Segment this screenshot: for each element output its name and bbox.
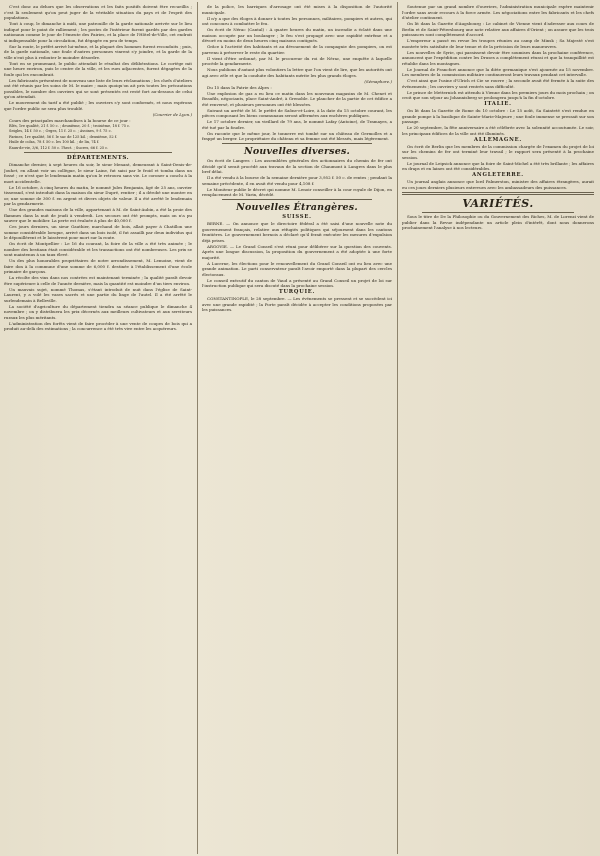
country-heading-turquie: TURQUIE.: [278, 289, 316, 295]
paragraph: Sous le titre de De la Philosophie ou du Gouvernement des Riches, M. de Lorenzi vient de publier dans la Revue indépendante un article plein d'intérêt, dont nous donnerons prochainement l'analyse à nos lecteurs.: [402, 214, 594, 230]
paragraph: Le 17 octobre dernier, un vieillard de 79 ans, le nommé Lafay (Antoine), de Tramayes, a été tué par la foudre.: [202, 119, 392, 130]
paragraph: Suivant un arrêté de M. le préfet de Saône-et-Loire, à la date du 15 octobre courant, les pièces composant les biens communaux seront affermées aux enchères publiques.: [202, 107, 392, 118]
column-rule: [397, 2, 398, 854]
paragraph: Il a été vendu à la bourse de la semaine dernière pour 3,952 f. 50 c. de rentes ; pendant la semaine précédente, il en avait été vendu pour 4,108 f.: [202, 175, 392, 186]
paragraph: Nous publions d'autant plus volontiers la lettre que l'on vient de lire, que les autorités ont agi avec zèle et que la conduite des habitants mérite les plus grands éloges.: [202, 67, 392, 78]
paragraph: L'administration des forêts vient de faire procéder à une vente de coupes de bois qui a produit au-delà des estimations ; la concurrence a été très vive entre les acquéreurs.: [4, 320, 192, 331]
paragraph: Le mouvement du tarif a été publié ; les ouvriers s'y sont conformés, et nous espérons que l'ordre public ne sera plus troublé.: [4, 100, 192, 111]
source-citation: (Sémaphore.): [364, 78, 392, 84]
paragraph: CONSTANTINOPLE, le 28 septembre. — Les événements se pressent et se succèdent ici avec une grande rapidité ; la Porte paraît décidée à accepter les conditions proposées par les puissances.: [202, 296, 392, 312]
country-heading-angleterre: ANGLETERRE.: [472, 172, 524, 178]
separator: [222, 143, 372, 144]
paragraph: BERNE. — On annonce que le directoire fédéral a été saisi d'une nouvelle note du gouvernement français, relative aux réfugiés politiques qui séjournent dans les cantons frontières. Le gouvernement bernois a déclaré qu'il ferait exécuter les mesures d'expulsion déjà prises.: [202, 221, 392, 243]
paragraph: La récolte des vins dans nos contrées est maintenant terminée ; la qualité paraît devoir être supérieure à celle de l'année dernière, mais la quantité est moindre d'un tiers environ.: [4, 275, 192, 286]
section-heading-nouvelles-diverses: Nouvelles diverses.: [243, 145, 351, 157]
paragraph: Le 20 septembre, la fête anniversaire a été célébrée avec la solennité accoutumée. Le soir, les principaux édifices de la ville ont été illuminés.: [402, 125, 594, 136]
source-citation: (Courrier de Lyon.): [152, 111, 192, 117]
price-line: Blés, 1re qualité, 21 f. 50 c. ; deuxième, 20 f. ; troisième, 18 f. 75 c.: [9, 123, 131, 128]
section-heading-departements: DÉPARTEMENTS.: [66, 154, 130, 161]
paragraph: ARGOVIE. — Le Grand Conseil s'est réuni pour délibérer sur la question des couvents. Après une longue discussion, la proposition du gouvernement a été adoptée à une forte majorité.: [202, 243, 392, 260]
column-rule: [197, 2, 198, 854]
paragraph: Un mauvais sujet, nommé Thomas, s'étant introduit de nuit dans l'église de Saint-Laurent, y a volé les vases sacrés et une partie du linge de l'autel. Il a été arrêté le surlendemain à Belleville.: [4, 286, 192, 303]
separator: [222, 199, 372, 200]
country-heading-allemagne: ALLEMAGNE.: [474, 136, 522, 143]
paragraph: Grâce à l'activité des habitants et au dévouement de la compagnie des pompiers, on est parvenu à préserver le reste du quartier.: [202, 44, 392, 55]
paragraph: Le Moniteur publie le décret qui nomme M. Lenoir conseiller à la cour royale de Dijon, en remplacement de M. Varin, décédé.: [202, 186, 392, 197]
paragraph: On lit dans la Gazette d'Augsbourg : Le cabinet de Vienne vient d'adresser aux cours de Berlin et de Saint-Pétersbourg une note relative aux affaires d'Orient ; on assure que les trois puissances sont complètement d'accord.: [402, 21, 594, 37]
paragraph: Il n'y a que des éloges à donner à toutes les personnes, militaires, pompiers et autres, qui ont concouru à combattre le feu.: [202, 15, 392, 26]
paragraph: On écrit de Langres : Les assemblées générales des actionnaires du chemin de fer ont décidé qu'il serait procédé aux travaux de la section de Chaumont à Langres dans le plus bref délai.: [202, 158, 392, 174]
paragraph: Il vient d'être ordonné, par M. le procureur du roi de Nérac, une enquête à laquelle procède la gendarmerie.: [202, 55, 392, 66]
paragraph: Le journal de Leipsick annonce que la foire de Saint-Michel a été très brillante ; les affaires en draps et en laines ont été considérables.: [402, 160, 594, 171]
paragraph: On écrit de Berlin que les membres de la commission chargée de l'examen du projet de loi sur les chemins de fer ont terminé leur travail ; le rapport sera présenté à la prochaine session.: [402, 143, 594, 160]
price-line: Huile de colza, 78 f. 50 c. les 100 kil. ; de lin, 74 f.: [9, 140, 100, 144]
price-line: Eaux-de-vie, 3/6, 112 f. 50 c. l'hect. ; Sucres, 66 f. 25 c.: [9, 145, 109, 150]
paragraph: Ces jours derniers, un sieur Gauthier, marchand de bois, allait payer à Chatillon une somme considérable lorsque, arrivé dans un bois isolé, il fut assailli par deux individus qui le dépouillèrent et le laissèrent pour mort sur la route.: [4, 224, 192, 240]
paragraph: Le 16 octobre, à cinq heures du matin, le nommé Jules Benjamin, âgé de 25 ans, ouvrier tisserand, s'est introduit dans la maison du sieur Dupré, rentier ; il a dérobé une montre en or, une somme de 300 f. en argent et divers objets de valeur. Il a été arrêté le lendemain par la gendarmerie.: [4, 184, 192, 206]
paragraph: C'est ainsi que l'usine d'Ulrich et Cie se rouvre ; la seconde avait été fermée à la suite des événements ; les ouvriers y sont rentrés sans difficulté.: [402, 78, 594, 89]
subheading: Du 15 dans la Patrie des Alpes :: [207, 84, 272, 90]
paragraph: Une des grandes maisons de la ville, appartenant à M. de Saint-Aubin, a été la proie des flammes dans la nuit de jeudi à vendredi. Les secours ont été prompts, mais on n'a pu sauver que le mobilier. La perte est évaluée à plus de 40,000 f.: [4, 207, 192, 223]
price-line: Farines, 1re qualité, 56 f. le sac de 125 kil. ; deuxième, 52 f.: [9, 134, 118, 139]
separator: [422, 212, 574, 213]
paragraph: On lit dans la Gazette de Rome du 10 octobre : Le 15 août, Sa Sainteté s'est rendue en grande pompe à la basilique de Sainte-Marie-Majeure ; une foule immense se pressait sur son passage.: [402, 108, 594, 124]
column-3: [402, 4, 594, 852]
paragraph: On écrit de Montpellier : Le 16 du courant, la foire de la ville a été très animée ; le nombre des bestiaux était considérable et les transactions ont été nombreuses. Les prix se sont maintenus à un taux élevé.: [4, 241, 192, 257]
paragraph: Le Journal de Francfort annonce que la diète germanique s'est ajournée au 15 novembre. Les membres de la commission militaire continueront leurs travaux pendant cet intervalle.: [402, 66, 594, 77]
paragraph: Sur la route, le préfet arrivé lui-même, et la plupart des hommes furent reconduits ; puis, de la garde nationale, une foule d'autres personnes vinrent s'y joindre, et la garde de la ville n'eut plus à redouter le moindre désordre.: [4, 43, 192, 60]
paragraph: Un des plus honorables propriétaires de notre arrondissement, M. Lemoine, vient de faire don à la commune d'une somme de 6,000 f. destinée à l'établissement d'une école primaire de garçons.: [4, 258, 192, 274]
paragraph: Tout en se promenant, le public attendait le résultat des délibérations. Le cortège mit une heure environ, puis le centre de la ville, et les rues adjacentes, furent dégagées de la foule qui les encombrait.: [4, 60, 192, 77]
paragraph: Le conseil exécutif du canton de Vaud a présenté au Grand Conseil un projet de loi sur l'instruction publique qui sera discuté dans la prochaine session.: [202, 277, 392, 288]
column-1: [4, 4, 192, 852]
paragraph: La société d'agriculture du département tiendra sa séance publique le dimanche 4 novembre ; on y distribuera les prix décernés aux meilleurs cultivateurs et aux serviteurs ruraux les plus méritants.: [4, 303, 192, 320]
column-2: [202, 4, 392, 852]
paragraph: On raconte que le même jour, le tonnerre est tombé sur un château de Germolles et a frappé un berger. Le propriétaire du château et sa femme ont été blessés, mais légèrement.: [202, 130, 392, 141]
country-heading-italie: ITALIE.: [484, 101, 512, 107]
paragraph: Un journal anglais annonce que lord Palmerston, ministre des affaires étrangères, aurait eu ces jours derniers plusieurs entrevues avec les ambassadeurs des puissances.: [402, 179, 594, 190]
paragraph: de la police, les barriques d'arrosage ont été mises à la disposition de l'autorité municipale.: [202, 4, 392, 15]
country-heading-suisse: SUISSE.: [282, 214, 312, 220]
paragraph: Soutenue par un grand nombre d'ouvriers, l'administration municipale espère maintenir l'ordre sans avoir recours à la force armée. Les négociations entre les fabricants et les chefs d'atelier continuent.: [402, 4, 594, 20]
paragraph: Les fabricants présentent de nouveau une liste de leurs réclamations ; les chefs d'ateliers ont été réunis par les soins de M. le maire ; mais quoiqu'on ait pris toutes les précautions possibles, le nombre des ouvriers qui se sont présentés est resté fort au-dessous de celui qu'on attendait.: [4, 77, 192, 99]
section-heading-nouvelles-etrangeres: Nouvelles Étrangères.: [236, 201, 358, 213]
paragraph: Les nouvelles de Syrie, qui paraissent devoir être soumises dans la prochaine conférence, annoncent que l'expédition contre les Druses a complètement réussi et que la tranquillité est rétablie dans les montagnes.: [402, 49, 594, 66]
price-line: Seigles, 14 f. 50 c. ; Orges, 11 f. 25 c. ; Avoines, 9 f. 75 c.: [9, 129, 112, 133]
paragraph: A Lucerne, les élections pour le renouvellement du Grand Conseil ont eu lieu avec une grande animation. Le parti conservateur paraît l'avoir emporté dans la plupart des cercles électoraux.: [202, 260, 392, 277]
paragraph: Tout à coup, le dimanche à midi, une patrouille de la garde nationale arrivée sur le lieu indiqué pour le point de ralliement ; les postes de l'intérieur furent gardés par des gardes nationaux comme le jour de l'émeute des Pairies, et la place de l'Hôtel-de-Ville, cet endroit si indispensable pour la circulation, fut dégagée en peu de temps.: [4, 21, 192, 43]
separator: [24, 152, 172, 153]
paragraph: C'est donc au dehors que les observations et les faits positifs doivent être recueillis ; c'est là seulement qu'on peut juger de la véritable situation du pays et de l'esprit des populations.: [4, 4, 192, 20]
paragraph: Le prince de Metternich est attendu à Vienne dans les premiers jours du mois prochain ; on croit que son séjour au Johannisberg se prolongera jusqu'à la fin d'octobre.: [402, 89, 594, 100]
paragraph: Dimanche dernier, à sept heures du soir, le sieur Menant, demeurant à Saint-Denis-de-Jouhet, en allant voir un collègue, le sieur Laine, fut saisi par le froid et tomba dans un fossé ; ce n'est que le lendemain matin qu'on le retrouva sans vie. Le coroner a conclu à la mort accidentelle.: [4, 162, 192, 184]
paragraph: L'empereur a passé en revue les troupes réunies au camp de Minsk ; Sa Majesté s'est montrée très satisfaite de leur tenue et de la précision de leurs manœuvres.: [402, 38, 594, 49]
prices-intro: Cours des principales marchandises à la bourse de ce jour :: [9, 117, 131, 123]
paragraph: On écrit de Nérac (Cantal) : A quatre heures du matin, un incendie a éclaté dans une maison occupée par un boulanger ; le feu s'est propagé avec une rapidité extrême et a dévoré en moins de deux heures cinq maisons contiguës.: [202, 27, 392, 43]
double-rule: [402, 192, 594, 195]
section-heading-varietes: VARIÉTÉS.: [462, 197, 534, 210]
paragraph: Une explosion de gaz a eu lieu ce matin dans les nouveaux magasins de M. Chenet et Beaufils, négociants, place Saint-André, à Grenoble. Le plancher de la partie de cet édifice a été renversé, et plusieurs personnes ont été blessées.: [202, 90, 392, 107]
